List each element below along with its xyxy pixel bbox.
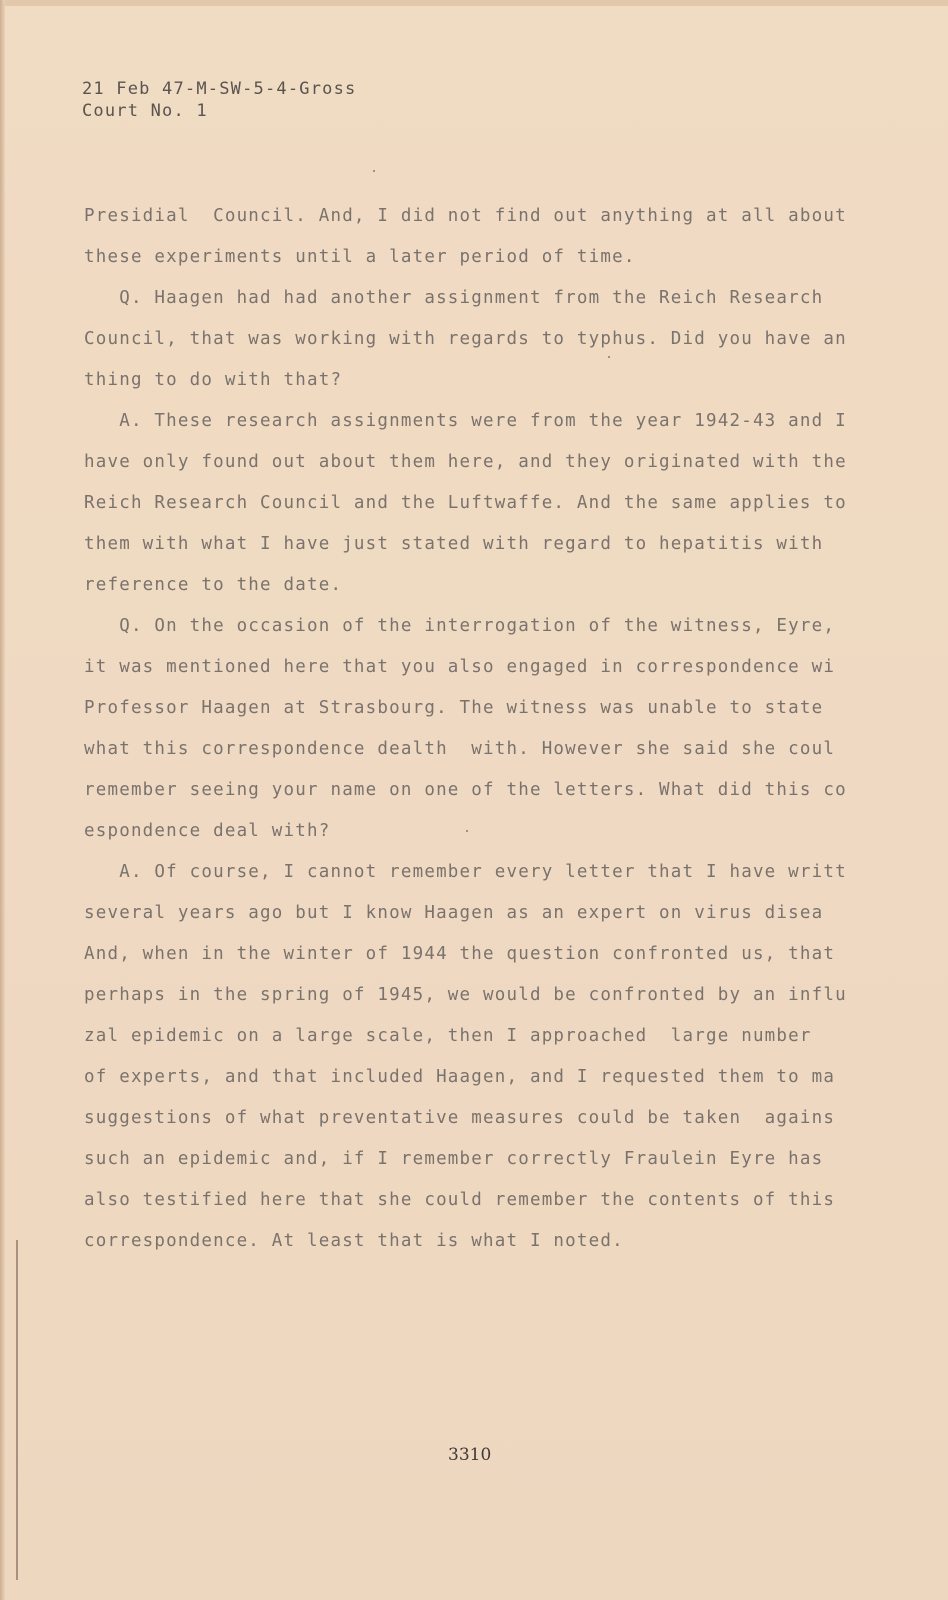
text-line: thing to do with that? (84, 370, 343, 390)
paper-speck (373, 170, 375, 172)
page-number: 3310 (448, 1445, 492, 1465)
text-line: of experts, and that included Haagen, and I requested them to ma (84, 1067, 836, 1087)
document-header (82, 78, 356, 122)
text-line: A. These research assignments were from the year 1942-43 and I (84, 411, 847, 431)
text-line: And, when in the winter of 1944 the question confronted us, that (84, 944, 836, 964)
text-line: Reich Research Council and the Luftwaffe. And the same applies to (84, 493, 847, 513)
text-line: these experiments until a later period of time. (84, 247, 636, 267)
text-line: espondence deal with? (84, 821, 331, 841)
page-top-edge (0, 0, 948, 6)
header-reference: 21 Feb 47-M-SW-5-4-Gross (82, 79, 357, 99)
margin-mark (16, 1240, 18, 1580)
page-left-edge (0, 0, 5, 1600)
transcript-body (84, 196, 884, 1262)
text-line: reference to the date. (84, 575, 343, 595)
text-line: it was mentioned here that you also engaged in correspondence wi (84, 657, 836, 677)
text-line: Presidial Council. And, I did not find out anything at all about (84, 206, 847, 226)
text-line: zal epidemic on a large scale, then I approached large number (84, 1026, 812, 1046)
text-line: A. Of course, I cannot remember every letter that I have writt (84, 862, 847, 882)
text-line: remember seeing your name on one of the letters. What did this co (84, 780, 847, 800)
text-line: several years ago but I know Haagen as an expert on virus disea (84, 903, 824, 923)
text-line: Professor Haagen at Strasbourg. The witness was unable to state (84, 698, 824, 718)
header-court: Court No. 1 (82, 101, 208, 121)
text-line: Q. On the occasion of the interrogation of the witness, Eyre, (84, 616, 836, 636)
text-line: suggestions of what preventative measures could be taken agains (84, 1108, 836, 1128)
text-line: Q. Haagen had had another assignment from the Reich Research (84, 288, 824, 308)
text-line: such an epidemic and, if I remember correctly Fraulein Eyre has (84, 1149, 824, 1169)
text-line: what this correspondence dealth with. However she said she coul (84, 739, 836, 759)
text-line: also testified here that she could remember the contents of this (84, 1190, 836, 1210)
text-line: have only found out about them here, and they originated with the (84, 452, 847, 472)
text-line: Council, that was working with regards to typhus. Did you have an (84, 329, 847, 349)
text-line: them with what I have just stated with regard to hepatitis with (84, 534, 824, 554)
text-line: correspondence. At least that is what I noted. (84, 1231, 624, 1251)
text-line: perhaps in the spring of 1945, we would be confronted by an influ (84, 985, 847, 1005)
